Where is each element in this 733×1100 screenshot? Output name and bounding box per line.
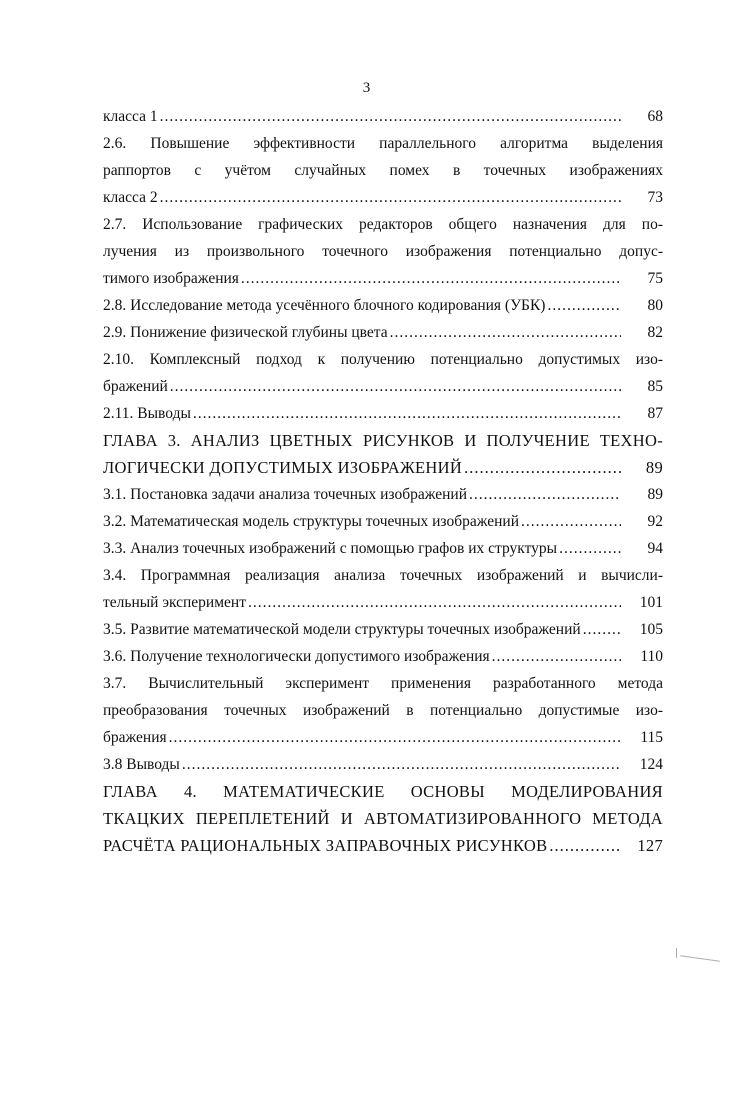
toc-page-number: 80 <box>647 297 663 314</box>
dot-leader <box>521 508 621 535</box>
toc-entry <box>103 751 663 778</box>
toc-entry <box>103 265 663 292</box>
toc-entry-text: 2.8. Исследование метода усечённого блочного кодирования (УБК) <box>103 297 546 314</box>
scan-mark <box>680 955 720 962</box>
toc-page-number: 89 <box>645 458 663 477</box>
toc-entry-text: 3.8 Выводы <box>103 756 180 773</box>
toc-page-number: 82 <box>647 324 663 341</box>
toc-entry-text: 3.5. Развитие математической модели структуры точечных изображений <box>103 621 581 638</box>
dot-leader <box>170 373 621 400</box>
toc-entry-text: 3.4. Программная реализация анализа точечных изображений и вычисли- <box>103 567 663 584</box>
toc-entry-continued <box>103 427 663 454</box>
toc-page-number: 92 <box>647 513 663 530</box>
toc-page-number: 124 <box>639 756 663 773</box>
toc-entry-text: бражений <box>103 378 168 395</box>
dot-leader <box>241 265 621 292</box>
toc-entry <box>103 292 663 319</box>
toc-entry-continued <box>103 778 663 805</box>
toc-entry-text: тимого изображения <box>103 270 239 287</box>
toc-page-number: 87 <box>647 405 663 422</box>
toc-entry-continued <box>103 697 663 724</box>
toc-entry <box>103 589 663 616</box>
dot-leader <box>390 319 621 346</box>
toc-entry-continued <box>103 157 663 184</box>
toc-entry-text: 3.3. Анализ точечных изображений с помощью графов их структуры <box>103 540 558 557</box>
toc-entry-text: 2.11. Выводы <box>103 405 191 422</box>
toc-entry-continued <box>103 238 663 265</box>
toc-entry-continued <box>103 562 663 589</box>
toc-page-number: 75 <box>647 270 663 287</box>
dot-leader <box>169 724 621 751</box>
dot-leader <box>160 184 621 211</box>
dot-leader <box>559 535 621 562</box>
toc-entry-continued <box>103 805 663 832</box>
toc-entry-text: ТКАЦКИХ ПЕРЕПЛЕТЕНИЙ И АВТОМАТИЗИРОВАННОГО МЕТОДА <box>103 809 663 828</box>
toc-entry-text: 2.6. Повышение эффективности параллельного алгоритма выделения <box>103 135 663 152</box>
toc-page-number: 101 <box>639 594 663 611</box>
toc-entry-continued <box>103 670 663 697</box>
toc-page-number: 110 <box>640 648 663 665</box>
dot-leader <box>492 643 621 670</box>
toc-entry <box>103 319 663 346</box>
toc-entry-text: 2.7. Использование графических редакторов общего назначения для по- <box>103 216 663 233</box>
toc-entry-text: ГЛАВА 3. АНАЛИЗ ЦВЕТНЫХ РИСУНКОВ И ПОЛУЧЕНИЕ ТЕХНО- <box>103 431 663 450</box>
toc-page-number: 94 <box>647 540 663 557</box>
scan-mark <box>676 948 677 958</box>
toc-page-number: 73 <box>647 189 663 206</box>
dot-leader <box>469 481 621 508</box>
toc-entry-text: бражения <box>103 729 167 746</box>
dot-leader <box>583 616 621 643</box>
toc-entry <box>103 724 663 751</box>
toc-entry <box>103 400 663 427</box>
toc-entry <box>103 832 663 859</box>
toc-entry-continued <box>103 130 663 157</box>
toc-entry <box>103 535 663 562</box>
toc-page-number: 115 <box>640 729 663 746</box>
dot-leader <box>193 400 621 427</box>
toc-entry-text: тельный эксперимент <box>103 594 246 611</box>
toc-entry <box>103 103 663 130</box>
toc-page-number: 127 <box>637 836 663 855</box>
toc-page-number: 85 <box>647 378 663 395</box>
dot-leader <box>549 832 621 859</box>
toc-entry-text: 3.1. Постановка задачи анализа точечных изображений <box>103 486 468 503</box>
toc-entry-text: 3.6. Получение технологически допустимого изображения <box>103 648 490 665</box>
toc-entry-text: класса 1 <box>103 108 158 125</box>
toc-entry-text: 3.2. Математическая модель структуры точечных изображений <box>103 513 519 530</box>
dot-leader <box>182 751 621 778</box>
toc-entry-continued <box>103 346 663 373</box>
toc-entry-text: преобразования точечных изображений в потенциально допустимые изо- <box>103 702 663 719</box>
dot-leader <box>547 292 621 319</box>
toc-entry <box>103 184 663 211</box>
toc-page-number: 68 <box>647 108 663 125</box>
toc-entry <box>103 508 663 535</box>
dot-leader <box>160 103 621 130</box>
toc-entry-text: 3.7. Вычислительный эксперимент применения разработанного метода <box>103 675 663 692</box>
page-number: 3 <box>362 80 371 96</box>
toc-entry-text: ГЛАВА 4. МАТЕМАТИЧЕСКИЕ ОСНОВЫ МОДЕЛИРОВАНИЯ <box>103 782 663 801</box>
table-of-contents <box>103 103 663 859</box>
toc-page-number: 105 <box>639 621 663 638</box>
toc-entry-text: 2.9. Понижение физической глубины цвета <box>103 324 388 341</box>
toc-entry-continued <box>103 211 663 238</box>
dot-leader <box>248 589 621 616</box>
toc-entry <box>103 616 663 643</box>
toc-entry-text: ЛОГИЧЕСКИ ДОПУСТИМЫХ ИЗОБРАЖЕНИЙ <box>103 458 463 477</box>
toc-entry <box>103 481 663 508</box>
toc-entry-text: лучения из произвольного точечного изображения потенциально допус- <box>103 243 663 260</box>
toc-entry <box>103 454 663 481</box>
toc-entry-text: раппортов с учётом случайных помех в точечных изображениях <box>103 162 663 179</box>
toc-entry-text: класса 2 <box>103 189 158 206</box>
toc-page-number: 89 <box>647 486 663 503</box>
toc-entry <box>103 373 663 400</box>
toc-entry-text: РАСЧЁТА РАЦИОНАЛЬНЫХ ЗАПРАВОЧНЫХ РИСУНКОВ <box>103 836 548 855</box>
dot-leader <box>464 454 621 481</box>
toc-entry-text: 2.10. Комплексный подход к получению потенциально допустимых изо- <box>103 351 663 368</box>
toc-entry <box>103 643 663 670</box>
